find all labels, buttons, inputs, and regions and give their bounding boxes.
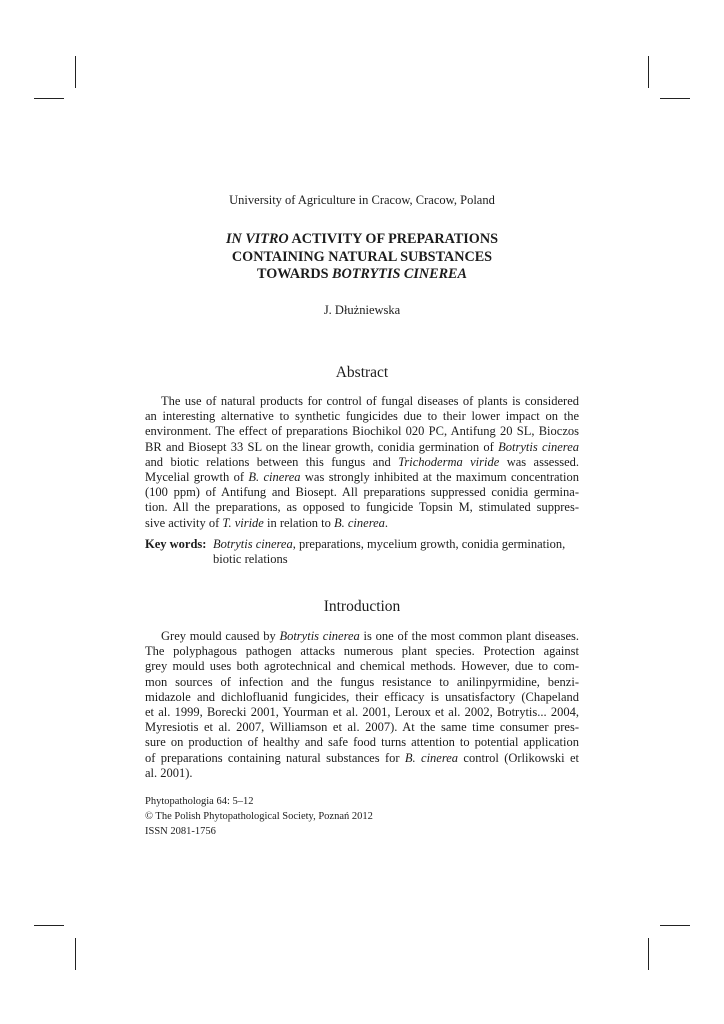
introduction-heading: Introduction	[323, 598, 401, 615]
footer	[145, 794, 373, 839]
copyright: © The Polish Phytopathological Society, Poznań 2012	[145, 811, 373, 822]
crop-mark	[75, 938, 76, 970]
crop-mark	[34, 925, 64, 926]
issn: ISSN 2081-1756	[145, 826, 216, 837]
abstract-body: The use of natural products for control of fungal diseases of plants is considered an interesting alternative to synthetic fungicides due to their lower impact on the environment. The effect of preparations Biochikol 020 PC, Antifung 20 SL, Bioczos BR and Biosept 33 SL on the linear growth, conidia germination of Botrytis cinerea and biotic relations between this fungus and Trichoderma viride was assessed. Mycelial growth of B. cinerea was strongly inhibited at the maximum concentration (100 ppm) of Antifung and Biosept. All preparations suppressed conidia germina- tion. All the preparations, as opposed to fungicide Topsin M, stimulated suppres- sive activity of T. viride in relation to B. cinerea.	[145, 394, 580, 530]
keywords-list: Botrytis cinerea, preparations, mycelium growth, conidia germination, biotic relations	[213, 537, 566, 567]
crop-mark	[660, 925, 690, 926]
abstract-heading: Abstract	[335, 364, 389, 381]
crop-mark	[648, 938, 649, 970]
affiliation: University of Agriculture in Cracow, Cracow, Poland	[229, 193, 495, 207]
keywords-label: Key words:	[145, 537, 207, 551]
author: J. Dłużniewska	[323, 303, 401, 317]
paper-title: IN VITRO ACTIVITY OF PREPARATIONS CONTAINING NATURAL SUBSTANCES TOWARDS BOTRYTIS CINEREA	[226, 231, 498, 282]
crop-mark	[660, 98, 690, 99]
crop-mark	[648, 56, 649, 88]
crop-mark	[34, 98, 64, 99]
journal-citation: Phytopathologia 64: 5–12	[145, 796, 254, 807]
introduction-body: Grey mould caused by Botrytis cinerea is one of the most common plant diseases. The polyphagous pathogen attacks numerous plant species. Protection against grey mould uses both agrotechnical and chemical methods. However, due to com- mon sources of infection and the fungus resistance to anilinpyrmidine, benzi- midazole and dichlofluanid fungicides, their efficacy is unsatisfactory (Chapeland et al. 1999, Borecki 2001, Yourman et al. 2001, Leroux et al. 2002, Botrytis... 2004, Myresiotis et al. 2007, Williamson et al. 2007). At the same time consumer pres- sure on production of healthy and safe food turns attention to potential application of preparations containing natural substances for B. cinerea control (Orlikowski et al. 2001).	[145, 629, 580, 780]
crop-mark	[75, 56, 76, 88]
